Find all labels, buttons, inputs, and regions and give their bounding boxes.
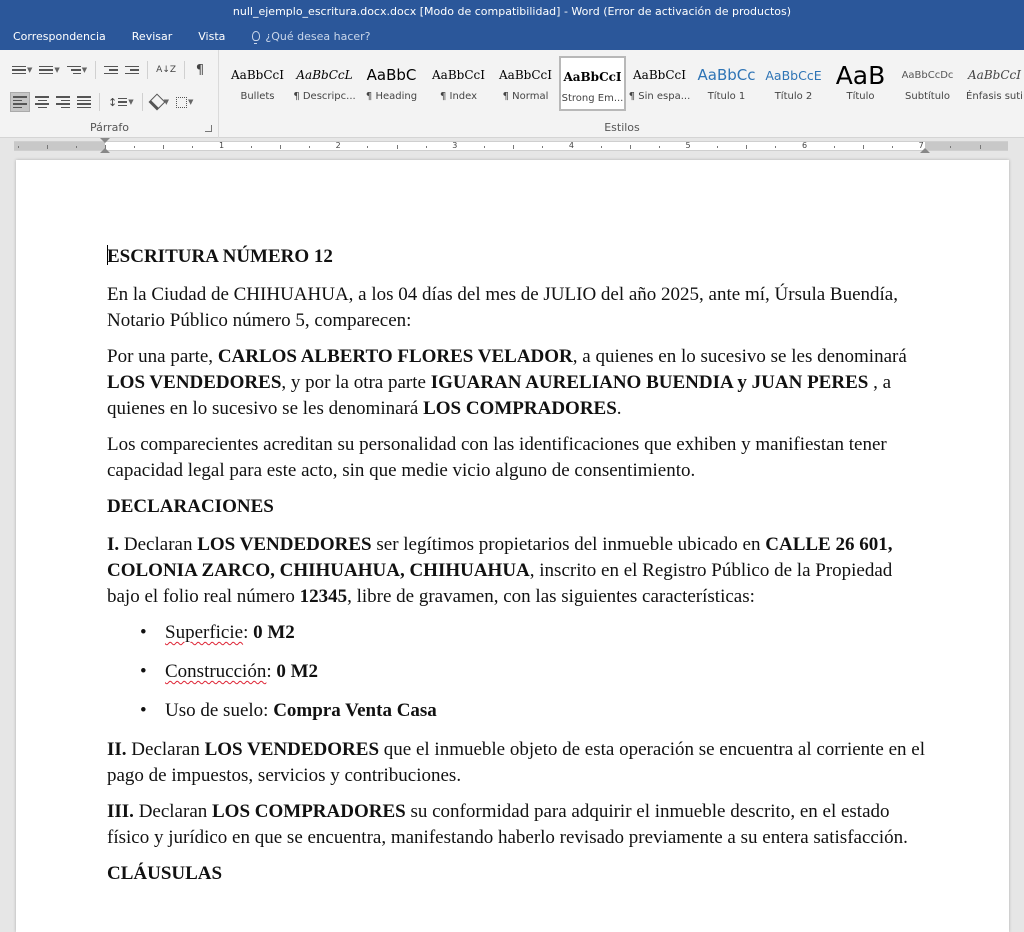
ruler-tick xyxy=(659,146,660,148)
ruler-tick xyxy=(47,145,48,149)
style-preview: AaBbCcI xyxy=(968,68,1021,82)
style-name: Subtítulo xyxy=(905,91,950,102)
ruler-tick xyxy=(251,146,252,148)
style-name: Strong Em... xyxy=(561,93,624,104)
justify-icon xyxy=(77,96,91,108)
align-left-button[interactable] xyxy=(10,92,30,112)
style-name: ¶ Descripc... xyxy=(293,91,356,102)
ruler-tick xyxy=(163,145,164,149)
lightbulb-icon xyxy=(252,31,260,41)
document-body[interactable] xyxy=(107,244,927,899)
document-page[interactable] xyxy=(16,160,1009,932)
ruler-tick xyxy=(513,145,514,149)
style-tile[interactable] xyxy=(224,56,291,111)
style-preview: AaBbCcI xyxy=(499,68,552,82)
tab-revisar[interactable]: Revisar xyxy=(131,29,173,43)
ruler-tick xyxy=(280,145,281,149)
property-characteristics-list xyxy=(107,620,927,724)
paint-bucket-icon xyxy=(148,94,165,111)
ruler-tick xyxy=(426,146,427,148)
style-tile[interactable] xyxy=(894,56,961,111)
decrease-indent-icon xyxy=(104,66,118,75)
ruler-tick xyxy=(192,146,193,148)
decrease-indent-button[interactable] xyxy=(102,60,120,80)
ruler-number: 2 xyxy=(335,141,341,150)
ruler-tick xyxy=(309,146,310,148)
style-name: ¶ Heading xyxy=(365,91,418,102)
ruler-tick xyxy=(775,146,776,148)
declaraciones-heading: DECLARACIONES xyxy=(107,496,274,517)
style-preview: AaBbC xyxy=(366,66,417,84)
list-item: • Uso de suelo: Compra Venta Casa xyxy=(107,698,927,724)
left-margin-shade xyxy=(14,142,105,150)
clausulas-heading: CLÁUSULAS xyxy=(107,863,223,884)
declaration-1: I. Declaran LOS VENDEDORES ser legítimos propietarios del inmueble ubicado en CALLE 26 601, COLONIA ZARCO, CHIHUAHUA, CHIHUAHUA, inscrito en el Registro Público de la Propiedad bajo el folio real número 12345, libre de gravamen, con las siguientes características: xyxy=(107,534,893,607)
style-tile[interactable] xyxy=(693,56,760,111)
paragraph-group xyxy=(0,50,219,138)
paragraph-dialog-launcher-icon[interactable] xyxy=(205,125,212,132)
ruler-tick xyxy=(18,146,19,148)
align-right-icon xyxy=(56,96,70,108)
justify-button[interactable] xyxy=(75,92,93,112)
style-tile[interactable] xyxy=(358,56,425,111)
align-center-button[interactable] xyxy=(33,92,51,112)
ruler-tick xyxy=(134,146,135,148)
style-preview: AaBbCcI xyxy=(633,68,686,82)
paragraph-identification: Los comparecientes acreditan su personalidad con las identificaciones que exhiben y manifiestan tener capacidad legal para este acto, sin que medie vicio alguno de consentimiento. xyxy=(107,434,887,481)
styles-group xyxy=(220,50,1024,138)
right-margin-shade xyxy=(925,142,1008,150)
title-bar xyxy=(0,0,1024,22)
style-name: Énfasis suti xyxy=(966,91,1023,102)
ribbon-tabs xyxy=(0,22,1024,50)
style-tile[interactable] xyxy=(626,56,693,111)
tell-me-placeholder: ¿Qué desea hacer? xyxy=(265,29,371,43)
ruler-number: 3 xyxy=(452,141,458,150)
styles-gallery xyxy=(224,56,1024,111)
ruler-tick xyxy=(834,146,835,148)
ruler-tick xyxy=(367,146,368,148)
show-formatting-button[interactable] xyxy=(191,60,209,80)
ruler-tick xyxy=(630,145,631,149)
borders-icon xyxy=(176,97,187,108)
style-name: Título 1 xyxy=(707,91,746,102)
pilcrow-icon: ¶ xyxy=(195,62,205,78)
ruler-number: 1 xyxy=(219,141,225,150)
ruler-number: 4 xyxy=(568,141,574,150)
style-name: ¶ Index xyxy=(439,91,478,102)
tab-vista[interactable]: Vista xyxy=(198,29,226,43)
style-tile[interactable] xyxy=(291,56,358,111)
ruler-bar[interactable] xyxy=(14,141,1008,151)
list-item: • Construcción: 0 M2 xyxy=(107,659,927,685)
document-title: ESCRITURA NÚMERO 12 xyxy=(107,246,333,267)
increase-indent-button[interactable] xyxy=(123,60,141,80)
style-name: ¶ Normal xyxy=(502,91,549,102)
align-left-icon xyxy=(13,96,27,108)
bullets-button[interactable]: ▼ xyxy=(10,60,34,80)
style-tile[interactable] xyxy=(492,56,559,111)
ruler-number: 5 xyxy=(685,141,691,150)
tab-correspondencia[interactable]: Correspondencia xyxy=(13,29,106,43)
align-center-icon xyxy=(35,96,49,108)
borders-button[interactable]: ▼ xyxy=(174,92,195,112)
style-tile[interactable] xyxy=(961,56,1024,111)
increase-indent-icon xyxy=(125,66,139,75)
multilevel-list-button[interactable]: ▼ xyxy=(65,60,89,80)
ribbon xyxy=(0,50,1024,138)
align-right-button[interactable] xyxy=(54,92,72,112)
style-preview: AaBbCc xyxy=(697,66,756,84)
numbering-button[interactable]: ▼ xyxy=(37,60,61,80)
declaration-3: III. Declaran LOS COMPRADORES su conformidad para adquirir el inmueble descrito, en el estado físico y jurídico en que se encuentra, manifestando haberlo revisado previamente a su entera satisfacción. xyxy=(107,801,908,848)
style-preview: AaBbCcDc xyxy=(901,69,954,81)
shading-button[interactable]: ▼ xyxy=(149,92,171,112)
styles-group-label: Estilos xyxy=(604,121,640,134)
style-tile[interactable] xyxy=(425,56,492,111)
bullet-list-icon xyxy=(12,66,26,75)
ruler-tick xyxy=(746,145,747,149)
ruler-tick xyxy=(950,146,951,148)
ruler-tick xyxy=(980,145,981,149)
ruler-number: 7 xyxy=(918,141,924,150)
paragraph-parties: Por una parte, CARLOS ALBERTO FLORES VELADOR, a quienes en lo sucesivo se les denominará LOS VENDEDORES, y por la otra parte IGUARAN AURELIANO BUENDIA y JUAN PERES , a quienes en lo sucesivo se les denominará LOS COMPRADORES. xyxy=(107,346,907,419)
hanging-indent-marker[interactable] xyxy=(100,148,110,153)
right-indent-marker[interactable] xyxy=(920,148,930,153)
style-name: Título xyxy=(846,91,875,102)
style-preview: AaBbCcI xyxy=(432,68,485,82)
style-tile[interactable] xyxy=(559,56,626,111)
style-preview: AaBbCcL xyxy=(296,68,353,82)
ruler-tick xyxy=(76,146,77,148)
style-preview: AaBbCcI xyxy=(563,70,622,84)
window-title: null_ejemplo_escritura.docx.docx [Modo de compatibilidad] - Word (Error de activación de productos) xyxy=(232,4,792,18)
sort-button[interactable] xyxy=(154,60,178,80)
first-line-indent-marker[interactable] xyxy=(100,138,110,143)
multilevel-list-icon xyxy=(67,66,81,75)
ruler-tick xyxy=(717,146,718,148)
ruler xyxy=(0,138,1024,155)
tell-me-search[interactable] xyxy=(238,30,370,43)
paragraph-group-label: Párrafo xyxy=(89,121,130,134)
ruler-tick xyxy=(601,146,602,148)
ruler-number: 6 xyxy=(802,141,808,150)
style-name: Título 2 xyxy=(774,91,813,102)
ruler-tick xyxy=(397,145,398,149)
ruler-tick xyxy=(863,145,864,149)
ruler-tick xyxy=(484,146,485,148)
style-preview: AaBbCcI xyxy=(231,68,284,82)
style-preview: AaBbCcE xyxy=(765,67,822,83)
declaration-2: II. Declaran LOS VENDEDORES que el inmueble objeto de esta operación se encuentra al corriente en el pago de impuestos, servicios y contribuciones. xyxy=(107,739,926,786)
style-tile[interactable] xyxy=(760,56,827,111)
style-name: ¶ Sin espa... xyxy=(628,91,691,102)
list-item: • Superficie: 0 M2 xyxy=(107,620,927,646)
style-preview: AaB xyxy=(835,60,886,90)
ruler-tick xyxy=(892,146,893,148)
style-tile[interactable] xyxy=(827,56,894,111)
line-spacing-button[interactable]: ↕ ▼ xyxy=(108,95,134,109)
numbered-list-icon xyxy=(39,66,53,75)
ruler-tick xyxy=(542,146,543,148)
style-name: Bullets xyxy=(240,91,275,102)
line-spacing-icon: ↕ xyxy=(108,95,118,109)
paragraph-intro: En la Ciudad de CHIHUAHUA, a los 04 días del mes de JULIO del año 2025, ante mí, Úrsula Buendía, Notario Público número 5, comparecen: xyxy=(107,284,898,331)
sort-icon: A↓Z xyxy=(156,65,177,75)
